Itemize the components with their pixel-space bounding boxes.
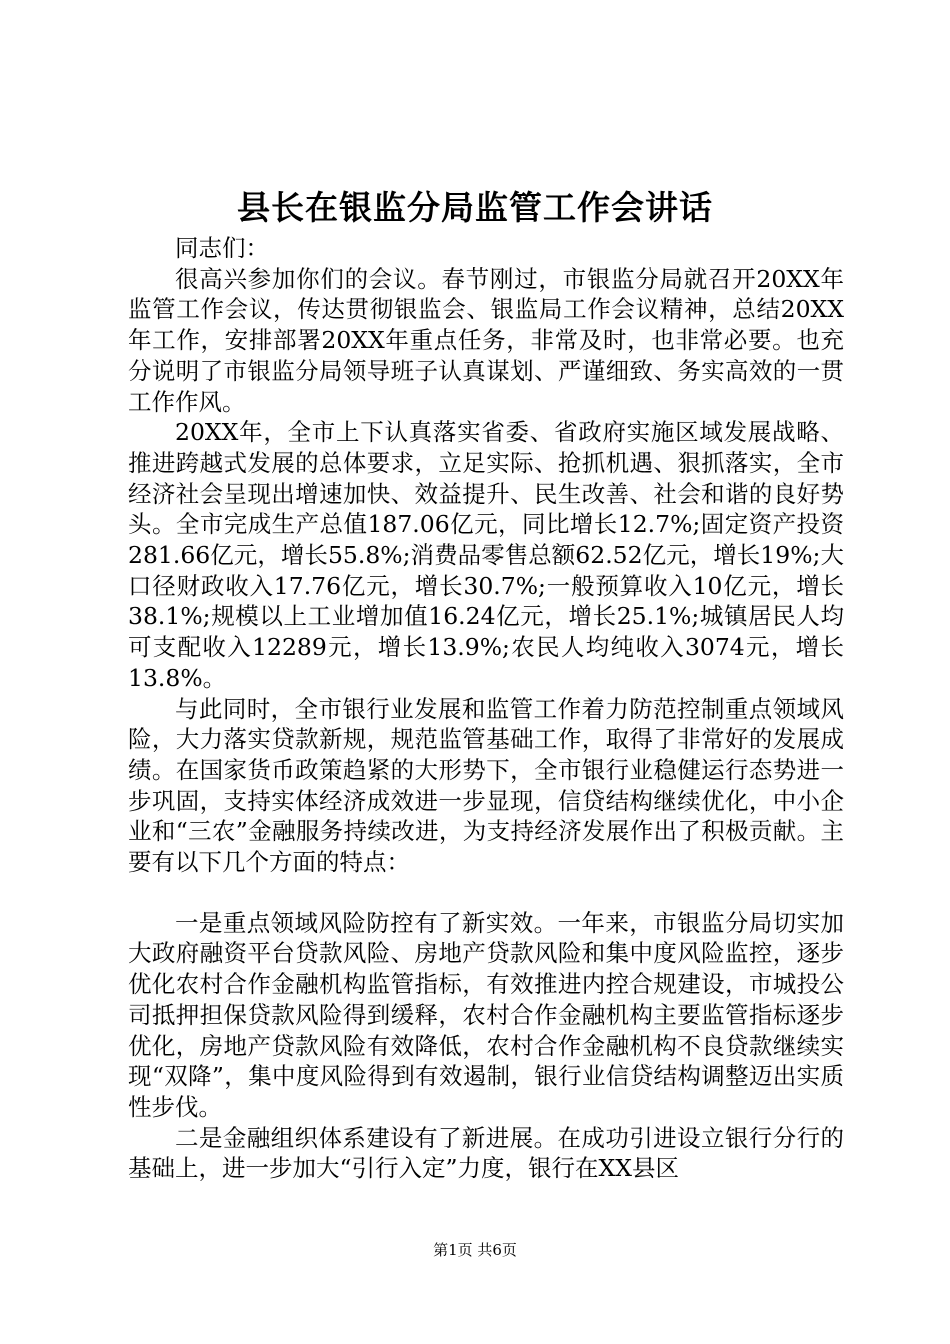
paragraph-point-one: 一是重点领域风险防控有了新实效。一年来，市银监分局切实加大政府融资平台贷款风险、房地产贷款风险和集中度风险监控，逐步优化农村合作金融机构监管指标，有效推进内控合规建设，市城投公司抵押担保贷款风险得到缓释，农村合作金融机构主要监管指标逐步优化，房地产贷款风险有效降低，农村合作金融机构不良贷款继续实现“双降”，集中度风险得到有效遏制，银行业信贷结构调整迈出实质性步伐。 — [128, 908, 844, 1121]
salutation: 同志们： — [175, 234, 269, 262]
document-body — [128, 233, 844, 1184]
paragraph-economy: 20XX年，全市上下认真落实省委、省政府实施区域发展战略、推进跨越式发展的总体要求，立足实际、抢抓机遇、狠抓落实，全市经济社会呈现出增速加快、效益提升、民生改善、社会和谐的良好势头。全市完成生产总值187.06亿元，同比增长12.7%;固定资产投资281.66亿元，增长55.8%;消费品零售总额62.52亿元，增长19%;大口径财政收入17.76亿元，增长30.7%;一般预算收入10亿元，增长38.1%;规模以上工业增加值16.24亿元，增长25.1%;城镇居民人均可支配收入12289元，增长13.9%;农民人均纯收入3074元，增长13.8%。 — [128, 418, 844, 692]
paragraph-intro: 很高兴参加你们的会议。春节刚过，市银监分局就召开20XX年监管工作会议，传达贯彻银监会、银监局工作会议精神，总结20XX年工作，安排部署20XX年重点任务，非常及时，也非常必要。也充分说明了市银监分局领导班子认真谋划、严谨细致、务实高效的一贯工作作风。 — [128, 264, 844, 416]
page-number-footer: 第1页 共6页 — [433, 1241, 517, 1259]
document-title: 县长在银监分局监管工作会讲话 — [237, 188, 713, 227]
paragraph-banking: 与此同时，全市银行业发展和监管工作着力防范控制重点领域风险，大力落实贷款新规，规范监管基础工作，取得了非常好的发展成绩。在国家货币政策趋紧的大形势下，全市银行业稳健运行态势进一步巩固，支持实体经济成效进一步显现，信贷结构继续优化，中小企业和“三农”金融服务持续改进，为支持经济发展作出了积极贡献。主要有以下几个方面的特点： — [128, 694, 844, 877]
paragraph-point-two: 二是金融组织体系建设有了新进展。在成功引进设立银行分行的基础上，进一步加大“引行入定”力度，银行在XX县区 — [128, 1123, 844, 1183]
